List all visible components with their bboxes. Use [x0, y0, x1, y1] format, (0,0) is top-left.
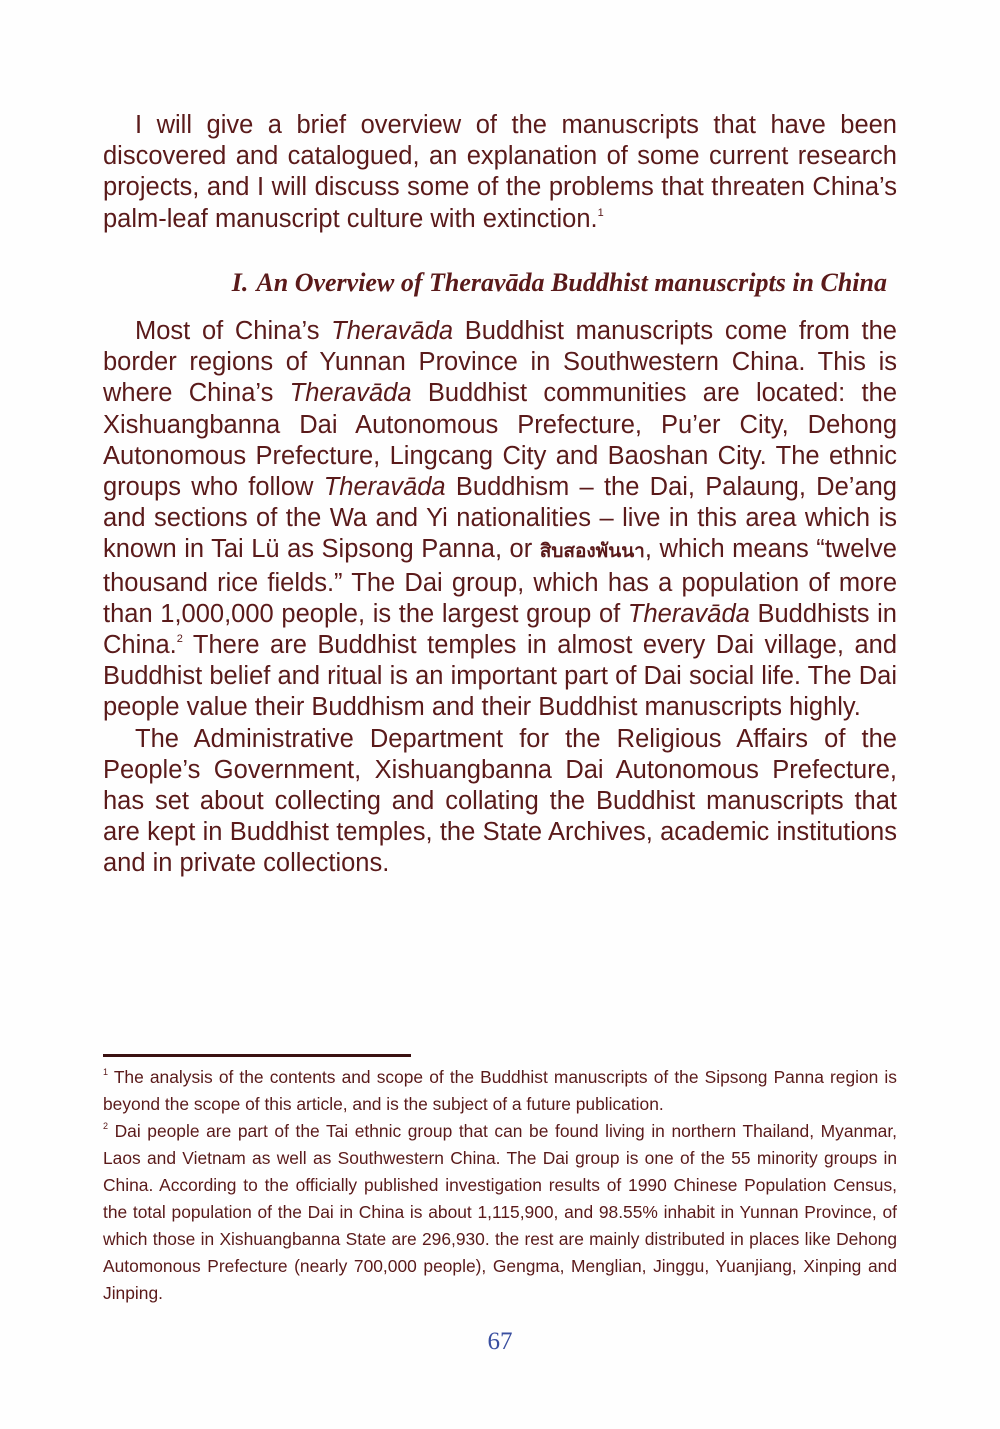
italic-term: Theravāda	[331, 317, 454, 345]
text-run: There are Buddhist temples in almost every Dai village, and Buddhist belief and ritual is an important part of Dai social life. The Dai people value their Buddhism and their Buddhist manuscripts highly.	[103, 631, 897, 722]
footnote-1	[103, 1064, 897, 1118]
intro-paragraph	[103, 110, 897, 235]
body-text	[103, 316, 897, 880]
footnote-text: The analysis of the contents and scope of the Buddhist manuscripts of the Sipsong Panna region is beyond the scope of this article, and is the subject of a future publication.	[103, 1067, 897, 1114]
text-run: The Administrative Department for the Religious Affairs of the People’s Government, Xishuangbanna Dai Autonomous Prefecture, has set about collecting and collating the Buddhist manuscripts that are kept in Buddhist temples, the State Archives, academic institutions and in private collections.	[103, 724, 897, 878]
italic-term: Theravāda	[323, 473, 446, 502]
footnotes	[103, 1064, 897, 1307]
text-run: Buddhist manuscripts come from the border regions of Yunnan Province in Southwestern China. This is where China’s	[103, 317, 897, 408]
section-number: I.	[231, 268, 249, 297]
text-run: Buddhists in China.	[103, 599, 897, 660]
footnote-ref-2[interactable]: 2	[176, 633, 183, 646]
footnote-text: Dai people are part of the Tai ethnic group that can be found living in northern Thailand, Myanmar, Laos and Vietnam as well as Southwestern China. The Dai group is one of the 55 minority groups in China. According to the officially published investigation results of 1990 Chinese Population Census, the total population of the Dai in China is about 1,115,900, and 98.55% inhabit in Yunnan Province, of which those in Xishuangbanna State are 296,930. the rest are mainly distributed in places like Dehong Automonous Prefecture (nearly 700,000 people), Gengma, Menglian, Jinggu, Yuanjiang, Xinping and Jinping.	[103, 1121, 897, 1303]
italic-term: Theravāda	[289, 379, 412, 408]
section-title: An Overview of Theravāda Buddhist manuscripts in China	[256, 268, 887, 297]
footnote-divider	[103, 1054, 411, 1057]
footnote-2	[103, 1118, 897, 1307]
thai-name: สิบสองพันนา	[539, 541, 645, 563]
text-run: Buddhism – the Dai, Palaung, De’ang and sections of the Wa and Yi nationalities – live in this area which is known in Tai Lü as Sipsong Panna, or	[103, 473, 897, 564]
page-number: 67	[487, 1328, 513, 1355]
paragraph-2	[103, 724, 897, 880]
footnote-ref-1[interactable]: 1	[597, 206, 604, 219]
paragraph-1	[103, 316, 897, 724]
text-run: Most of China’s	[135, 317, 332, 345]
footnote-marker: 1	[103, 1067, 109, 1077]
section-heading	[103, 266, 897, 300]
footnote-marker: 2	[103, 1121, 109, 1131]
intro-text: I will give a brief overview of the manuscripts that have been discovered and catalogued, an explanation of some current research projects, and I will discuss some of the problems that threaten China’s palm-leaf manuscript culture with extinction.	[103, 111, 897, 233]
italic-term: Theravāda	[627, 599, 750, 628]
text-run: , which means “twelve thousand rice fields.” The Dai group, which has a population of more than 1,000,000 people, is the largest group of	[103, 535, 897, 628]
text-run: Buddhist communities are located: the Xishuangbanna Dai Autonomous Prefecture, Pu’er City, Dehong Autonomous Prefecture, Lingcang City and Baoshan City. The ethnic groups who follow	[103, 379, 897, 502]
